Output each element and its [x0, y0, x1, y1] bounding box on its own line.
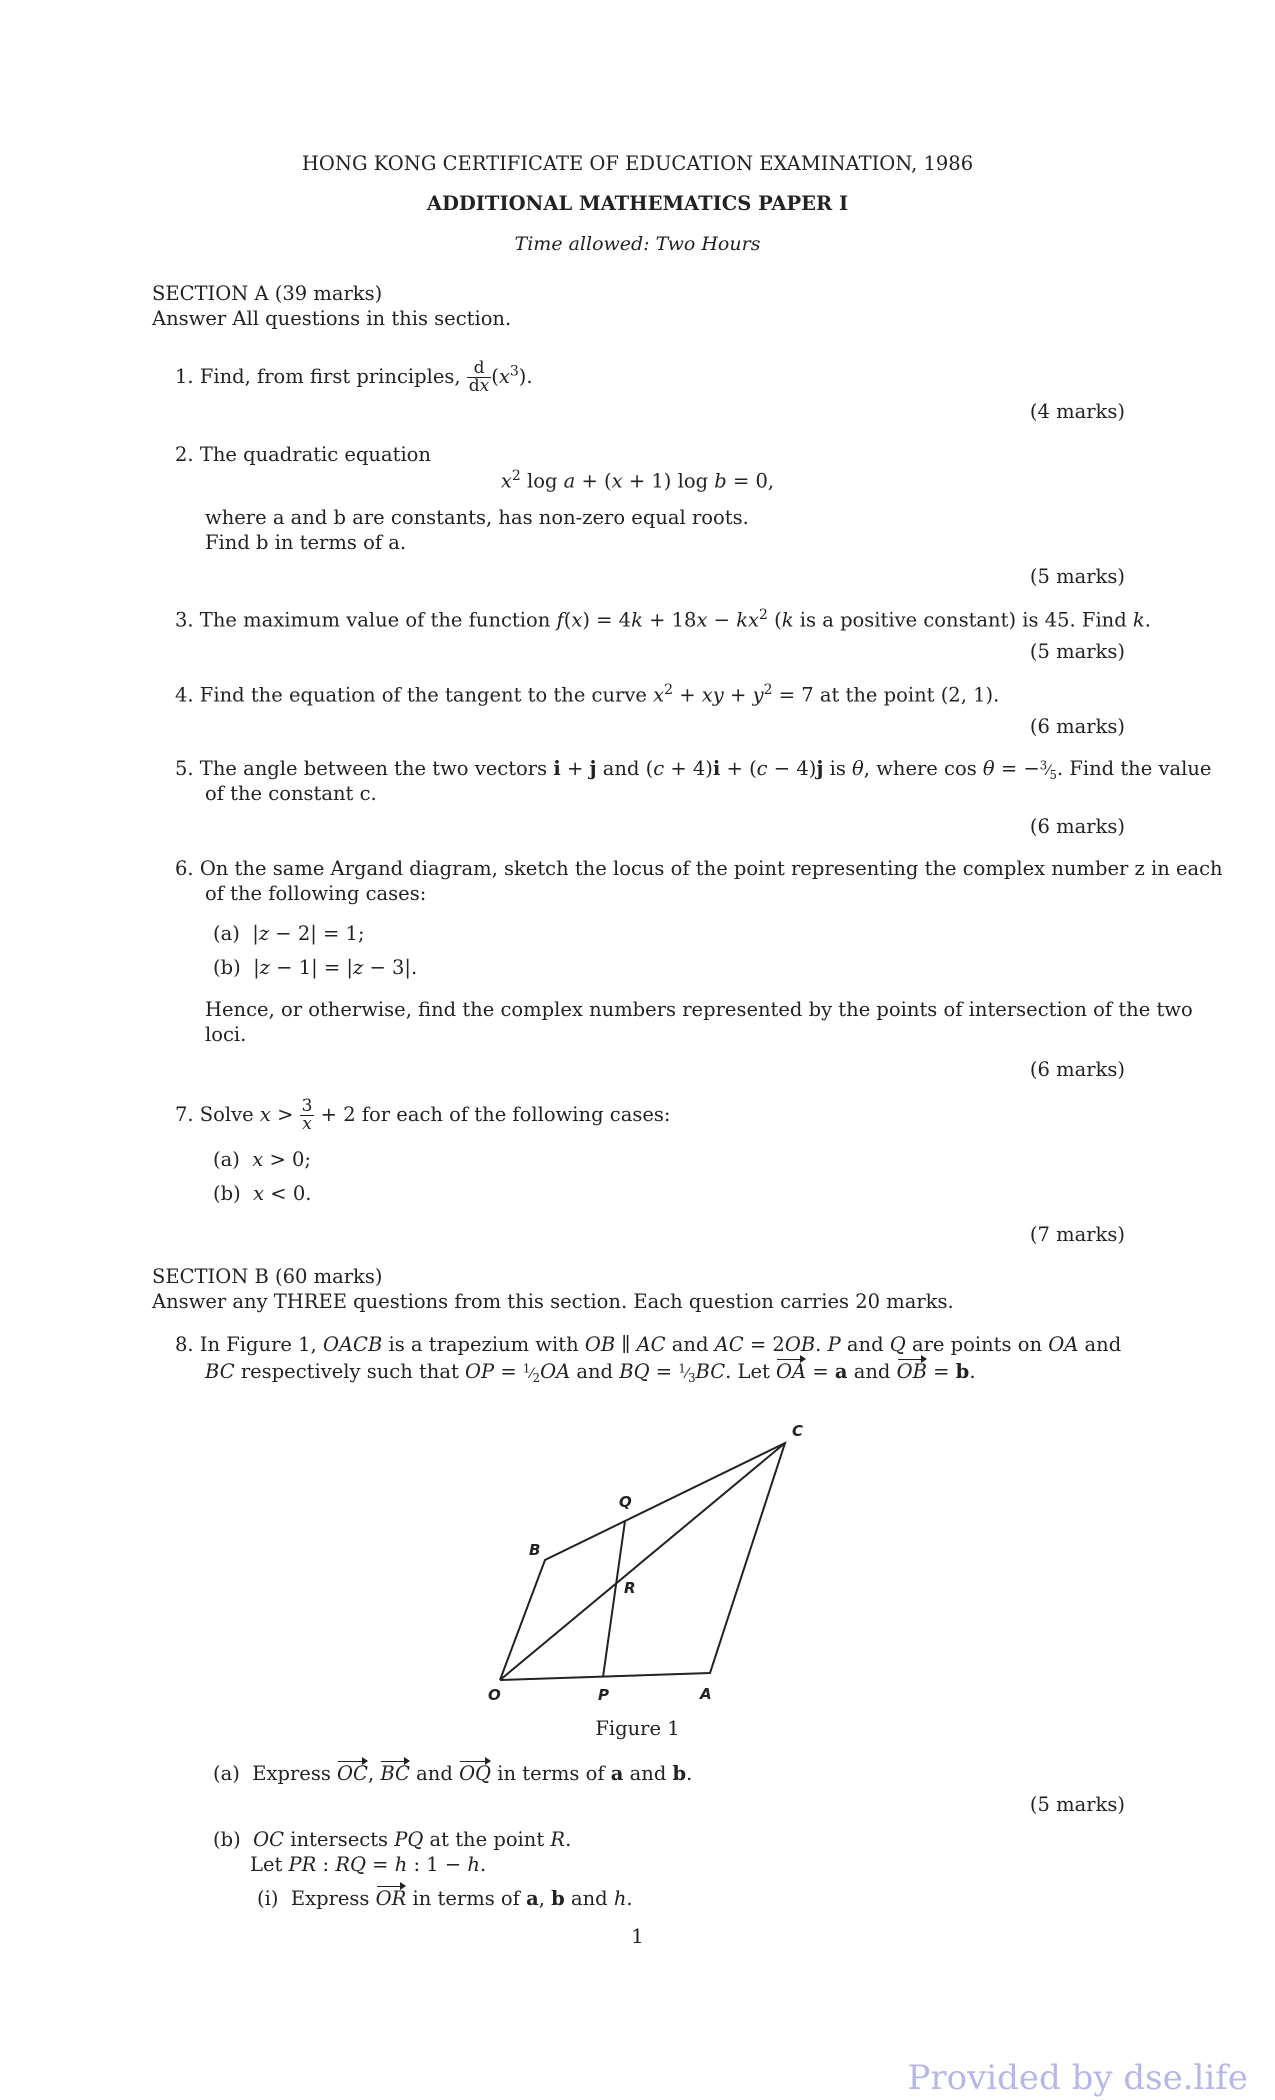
marks: (5 marks) [1029, 640, 1125, 663]
marks: (4 marks) [1029, 400, 1125, 423]
footer-credit: Provided by dse.life [907, 2058, 1248, 2098]
question-number: 1. [175, 365, 194, 388]
section-b-instruction: Answer any THREE questions from this section. Each question carries 20 marks. [152, 1290, 954, 1313]
question-4: 4. Find the equation of the tangent to the curve $x^2$ + xy + $y^2 = 7$ at the point (2, 1). [175, 682, 1000, 707]
question-3: 3. The maximum value of the function $f(x) = 4k + 18x - kx^2$ (k is a positive constant) is 45. Find k. [175, 607, 1151, 632]
question-7: 7. Solve x > $\frac{3}{x}$ + 2 for each of the following cases: [175, 1096, 671, 1134]
question-1: 1. Find, from first principles, $\frac{d}{dx}$ $(x^3)$. [175, 358, 533, 396]
marks: (5 marks) [1029, 1793, 1125, 1816]
question-number: 7. [175, 1103, 194, 1126]
label-p: P [598, 1686, 609, 1704]
question-2 [175, 443, 431, 466]
question-number: 8. [175, 1333, 194, 1356]
marks: (6 marks) [1029, 715, 1125, 738]
question-number: 2. [175, 443, 194, 466]
question-text: of the following cases: [205, 882, 427, 905]
section-a-instruction: Answer All questions in this section. [152, 307, 512, 330]
exam-title: HONG KONG CERTIFICATE OF EDUCATION EXAMINATION, 1986 [301, 152, 974, 175]
question-number: 5. [175, 757, 194, 780]
part-a: (a) Express OC, BC and OQ in terms of a and b. [213, 1762, 693, 1785]
label-c: C [792, 1422, 804, 1440]
question-text: The quadratic equation [199, 443, 431, 466]
time-allowed: Time allowed: Two Hours [514, 233, 761, 255]
marks: (7 marks) [1029, 1223, 1125, 1246]
label-a: A [700, 1685, 712, 1703]
label-b: B [529, 1541, 541, 1559]
question-number: 6. [175, 857, 194, 880]
question-text: of the constant c. [205, 782, 377, 805]
question-number: 3. [175, 608, 194, 632]
question-8: 8. In Figure 1, OACB is a trapezium with OB ∥ AC and AC = 2OB. P and Q are points on OA and [175, 1333, 1122, 1356]
question-text: On the same Argand diagram, sketch the locus of the point representing the complex number z in each [199, 857, 1223, 880]
label-r: R [624, 1579, 636, 1597]
marks: (6 marks) [1029, 1058, 1125, 1081]
question-text: Hence, or otherwise, find the complex numbers represented by the points of intersection of the two [205, 998, 1193, 1021]
question-text: loci. [205, 1023, 247, 1046]
part-a: (a) x > 0; [213, 1148, 311, 1171]
paper-title: ADDITIONAL MATHEMATICS PAPER I [426, 192, 849, 215]
line-oc [500, 1443, 785, 1680]
part-b-text: Let PR : RQ = h : 1 − h. [250, 1853, 487, 1876]
question-text: BC respectively such that OP = $^1⁄_2OA$ and BQ = $^1⁄_3BC$. Let OA = a and OB = b. [205, 1360, 976, 1385]
line-pq [603, 1521, 625, 1677]
question-5: 5. The angle between the two vectors i + j and (c + 4)i + (c − 4)j is θ, where $\cos \theta = -^3⁄_5$. Find the value [175, 757, 1212, 782]
marks: (6 marks) [1029, 815, 1125, 838]
question-6 [175, 857, 1223, 880]
part-a: (a) |z − 2| = 1; [213, 922, 365, 945]
part-b: (b) x < 0. [213, 1182, 312, 1205]
question-text: where a and b are constants, has non-zero equal roots. [205, 506, 749, 529]
question-text: Find b in terms of a. [205, 531, 407, 554]
label-o: O [488, 1686, 501, 1704]
section-a-heading: SECTION A (39 marks) [152, 282, 383, 305]
part-b-i: (i) Express OR in terms of a, b and h. [257, 1887, 633, 1910]
marks: (5 marks) [1029, 565, 1125, 588]
figure-caption: Figure 1 [595, 1717, 680, 1740]
question-text: Find, from first principles, [199, 365, 461, 388]
figure-1 [480, 1410, 820, 1710]
label-q: Q [619, 1493, 632, 1511]
page-number: 1 [631, 1925, 644, 1948]
question-number: 4. [175, 683, 194, 707]
part-b: (b) |z − 1| = |z − 3|. [213, 956, 418, 979]
part-b: (b) OC intersects PQ at the point R. [213, 1828, 572, 1851]
equation: $x^2$ log a + (x + 1) log b = 0, [500, 468, 775, 493]
section-b-heading: SECTION B (60 marks) [152, 1265, 383, 1288]
